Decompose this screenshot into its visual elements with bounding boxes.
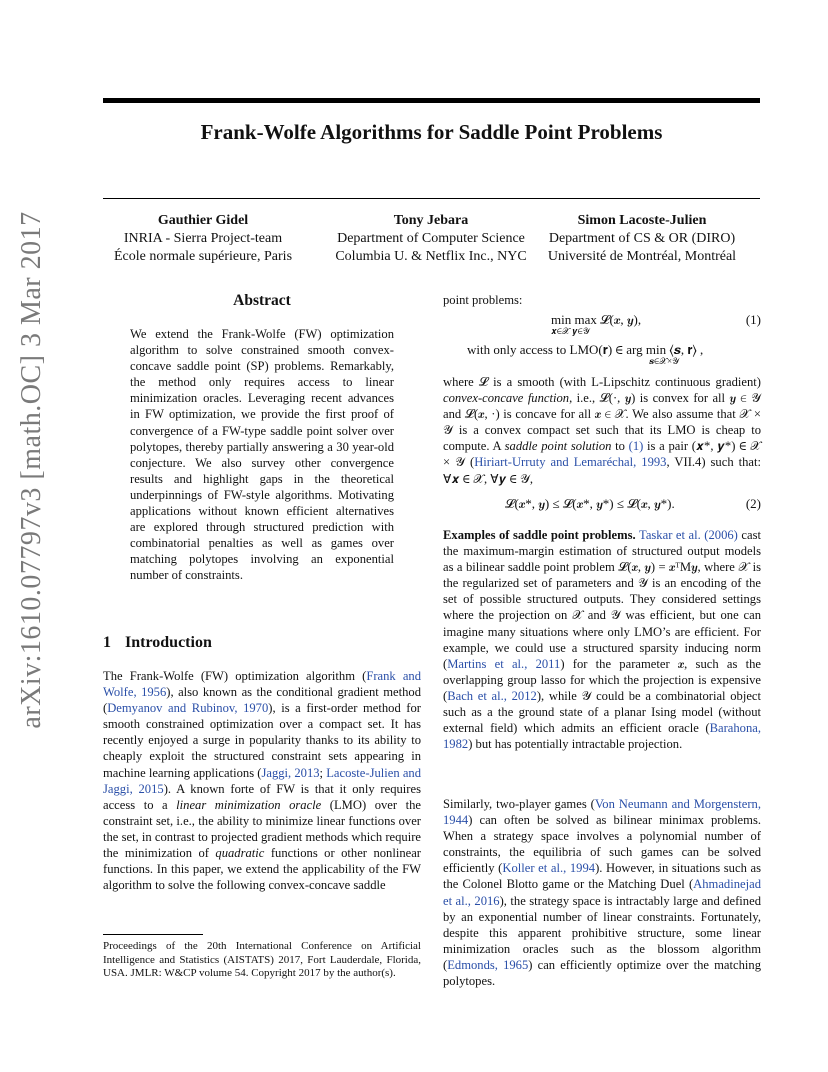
author-block-1 [103,212,303,266]
text: ) can often be solved as bilinear minimax problems. When a strategy space involves a polynomial number of constraints, the equilibria of such games can be solved efficiently ( [443,813,761,876]
citation-link[interactable]: Martins et al., 2011 [447,656,561,671]
text: ; [319,765,327,780]
right-lead-text: point problems: [443,293,523,307]
footnote-text: Proceedings of the 20th International Conference on Artificial Intelligence and Statistics (AISTATS) 2017, Fort Lauderdale, Florida, USA. JMLR: W&CP volume 54. Copyright 2017 by the author(s). [103,940,421,979]
author-block-2 [326,212,536,266]
arxiv-identifier [12,211,52,729]
equation-subscript: 𝒔∈𝒳×𝒴 [649,356,680,366]
abstract-section [103,292,421,584]
text: where 𝓛 is a smooth (with L-Lipschitz continuous gradient) [443,375,761,389]
citation-link[interactable]: Frank and Wolfe, 1956 [103,669,421,700]
citation-link[interactable]: Edmonds, 1965 [447,957,529,972]
text: , i.e., 𝓛(·, 𝒚) is convex for all 𝒚 ∈ 𝒴 and 𝓛(𝒙, ·) is concave for all 𝒙 ∈ 𝒳. We also assume that 𝒳 × 𝒴 is a convex compact set such that its LMO is cheap to compute. A [443,391,761,454]
abstract-heading: Abstract [233,292,291,309]
emphasis: quadratic [215,846,265,861]
text: cast the maximum-margin estimation of structured output models as a bilinear saddle point problem 𝓛(𝒙, 𝒚) = 𝒙ᵀM𝒚, where 𝒳 is the regularized set of parameters and 𝒴 is an encoding of the set of possible structured outputs. They considered settings where the projection on 𝒳 and 𝒴 was efficient, but one can imagine many situations where only LMO’s are efficient. For example, we could use a structured sparsity inducing norm ( [443,528,762,671]
citation-link[interactable]: Von Neumann and Morgenstern, 1944 [443,797,761,828]
saddle-point-definition-paragraph [443,374,761,487]
author-affiliation: Université de Montréal, Montréal [547,249,737,264]
emphasis: convex-concave function [443,391,570,406]
citation-link[interactable]: Lacoste-Julien and Jaggi, 2015 [103,765,421,796]
text: ) can efficiently optimize over the matching polytopes. [443,957,761,989]
paragraph-heading: Examples of saddle point problems. [443,528,636,542]
citation-link[interactable]: Barahona, 1982 [443,721,761,752]
abstract-text: We extend the Frank-Wolfe (FW) optimization algorithm to solve constrained smooth convex-concave saddle point (SP) problems. Remarkably, the method only requires access to linear minimization oracles. Leveraging recent advances in FW optimization, we provide the first proof of convergence of a FW-type saddle point solver over polytopes, thereby partially answering a 30 year-old conjecture. We also survey other convergence results and highlight gaps in the theoretical underpinnings of FW-style algorithms. Motivating applications without known efficient alternatives are explored through structured prediction with combinatorial penalties as well as games over matching polytopes involving an exponential number of constraints. [130,327,394,583]
author-block-3 [538,212,746,266]
section-number: 1 [103,634,111,651]
examples-paragraph [443,527,761,752]
text: ) but has potentially intractable projection. [468,737,683,752]
text: , VII.4) such that: ∀𝒙 ∈ 𝒳, ∀𝒚 ∈ 𝒴, [443,455,762,486]
equation-ref-link[interactable]: (1) [628,439,644,454]
equation-body: with only access to LMO(𝐫) ∈ arg min ⟨𝒔, 𝐫⟩ , [467,342,704,357]
citation-link[interactable]: Demyanov and Rubinov, 1970 [107,701,269,716]
author-name: Tony Jebara [393,213,469,228]
equation-body: min max 𝓛(𝒙, 𝒚), [551,312,642,327]
text: ), while 𝒴 could be a combinatorial object such as a the ground state of a planar Ising model (without external field) which admits an efficient oracle ( [443,688,761,736]
text: ). However, in situations such as the Colonel Blotto game or the Matching Duel ( [443,861,761,892]
citation-link[interactable]: Ahmadinejad et al., 2016 [443,877,761,908]
citation-link[interactable]: Hiriart-Urruty and Lemaréchal, 1993 [474,455,667,470]
lmo-equation [443,342,761,372]
equation-number: (2) [745,496,761,511]
author-affiliation: École normale supérieure, Paris [113,249,293,264]
emphasis: saddle point solution [504,439,612,454]
games-paragraph [443,796,761,989]
text: (LMO) over the constraint set, i.e., the ability to minimize linear functions over the set, in contrast to projected gradient methods which require the minimization of [103,797,422,861]
author-name: Gauthier Gidel [157,213,249,228]
arxiv-id-text: arXiv:1610.07797v3 [math.OC] 3 Mar 2017 [16,211,47,729]
title-top-rule [103,98,760,103]
citation-link[interactable]: Jaggi, 2013 [261,765,320,780]
citation-link[interactable]: Koller et al., 1994 [502,861,596,876]
text: ) for the parameter 𝒙, such as the overlapping group lasso for which the projection is expensive ( [443,656,761,703]
equation-2 [443,496,761,514]
equation-subscript: 𝒙∈𝒳 𝒚∈𝒴 [551,326,590,336]
paper-title: Frank-Wolfe Algorithms for Saddle Point Problems [200,120,663,144]
author-affiliation: Department of Computer Science [337,231,525,246]
citation-link[interactable]: Bach et al., 2012 [447,688,537,703]
author-affiliation: INRIA - Sierra Project-team [123,231,283,246]
text: ), is a first-order method for smooth constrained optimization over a compact set. It has recently enjoyed a surge in popularity thanks to its ability to cheaply exploit the structured constraint sets appearing in machine learning applications ( [103,701,421,780]
title-bottom-rule [103,198,760,199]
equation-number: (1) [745,312,761,327]
section-heading-introduction [103,634,421,652]
emphasis: linear minimization oracle [176,797,322,812]
author-affiliation: Columbia U. & Netflix Inc., NYC [335,249,527,264]
author-affiliation: Department of CS & OR (DIRO) [548,231,736,246]
text: Similarly, two-player games ( [443,797,595,811]
text: ). A known forte of FW is that it only requires access to a [103,781,421,812]
equation-1 [443,312,761,346]
text: to [611,439,629,454]
author-name: Simon Lacoste-Julien [577,213,707,228]
footnote-rule [103,934,203,935]
text: ), also known as the conditional gradient method ( [103,685,421,716]
equation-body: 𝓛(𝒙*, 𝒚) ≤ 𝓛(𝒙*, 𝒚*) ≤ 𝓛(𝒙, 𝒚*). [505,496,675,511]
text: ), the strategy space is intractably large and defined by an exponential number of linear constraints. Fortunately, despite this apparent prohibitive structure, some linear minimization oracles such as the blossom algorithm ( [443,893,761,972]
text: The Frank-Wolfe (FW) optimization algorithm ( [103,669,367,683]
citation-link[interactable]: Taskar et al. (2006) [639,528,738,542]
text: is a pair (𝒙*, 𝒚*) ∈ 𝒳 × 𝒴 ( [443,439,761,470]
text: functions or other nonlinear functions. In this paper, we extend the applicability of the FW algorithm to solve the following convex-concave saddle [103,846,422,893]
introduction-paragraph [103,668,421,893]
section-title: Introduction [125,634,212,651]
